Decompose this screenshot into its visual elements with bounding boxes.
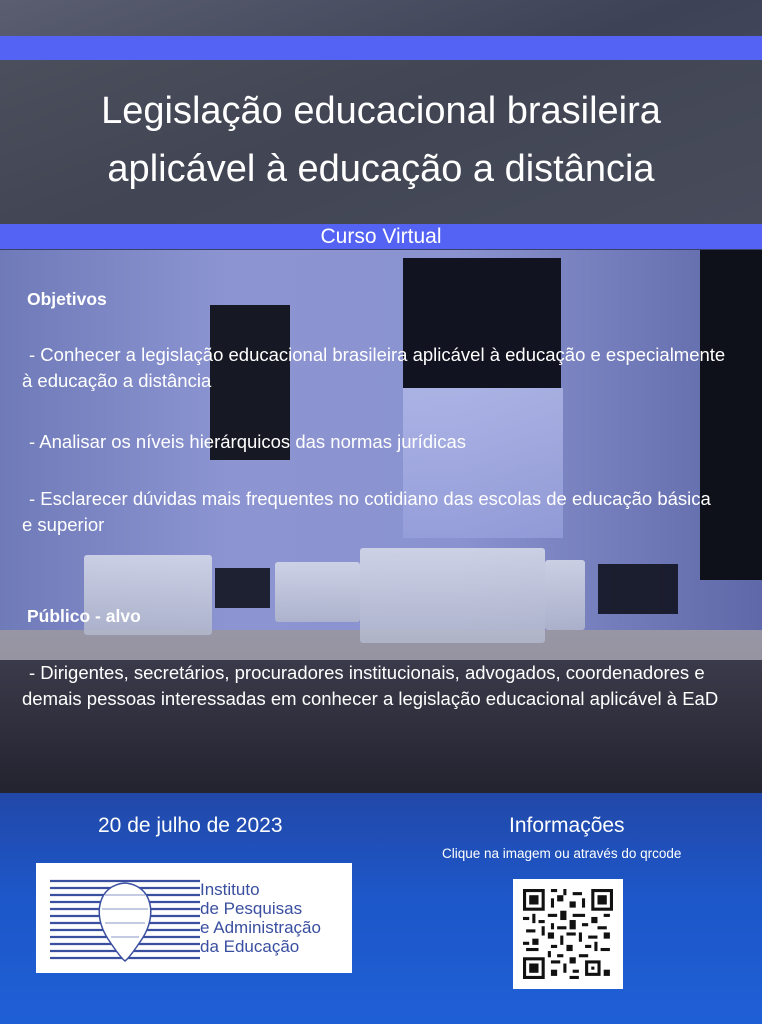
objective-item-1-line-1: - Conhecer a legislação educacional brasileira aplicável à educação e especialmente	[29, 344, 726, 365]
info-subtitle: Clique na imagem ou através do qrcode	[442, 846, 682, 861]
objective-item-3-line-2: e superior	[22, 514, 105, 535]
background-monitor	[360, 548, 545, 643]
objective-item-1	[22, 342, 725, 394]
top-accent-band	[0, 36, 762, 60]
institute-logo-text	[200, 880, 321, 956]
background-screen	[215, 568, 270, 608]
background-monitor	[275, 562, 360, 622]
objective-item-3-line-1: - Esclarecer dúvidas mais frequentes no cotidiano das escolas de educação básica	[29, 488, 711, 509]
objective-item-3	[22, 486, 711, 538]
objective-item-1-line-2: à educação a distância	[22, 370, 212, 391]
title-line-2: aplicável à educação a distância	[107, 148, 655, 190]
qr-code[interactable]	[513, 879, 623, 989]
logo-line-1: Instituto	[200, 880, 260, 899]
event-date: 20 de julho de 2023	[98, 814, 283, 837]
audience-heading: Público - alvo	[27, 606, 141, 626]
objective-item-2: - Analisar os níveis hierárquicos das normas jurídicas	[29, 431, 466, 452]
background-screen	[598, 564, 678, 614]
logo-line-4: da Educação	[200, 937, 300, 956]
logo-line-2: de Pesquisas	[200, 899, 303, 918]
qr-code-icon	[523, 889, 613, 979]
objectives-heading: Objetivos	[27, 289, 107, 309]
background-monitor	[545, 560, 585, 630]
logo-line-3: e Administração	[200, 918, 321, 937]
audience-line-1: - Dirigentes, secretários, procuradores institucionais, advogados, coordenadores e	[29, 662, 705, 683]
institute-logo-icon	[50, 875, 200, 965]
info-title[interactable]: Informações	[509, 814, 625, 837]
audience-line-2: demais pessoas interessadas em conhecer a legislação educacional aplicável à EaD	[22, 688, 719, 709]
page-title	[0, 82, 762, 198]
subtitle: Curso Virtual	[320, 225, 442, 248]
title-line-1: Legislação educacional brasileira	[101, 90, 661, 132]
audience-text	[22, 660, 718, 712]
institute-logo[interactable]	[36, 863, 352, 973]
